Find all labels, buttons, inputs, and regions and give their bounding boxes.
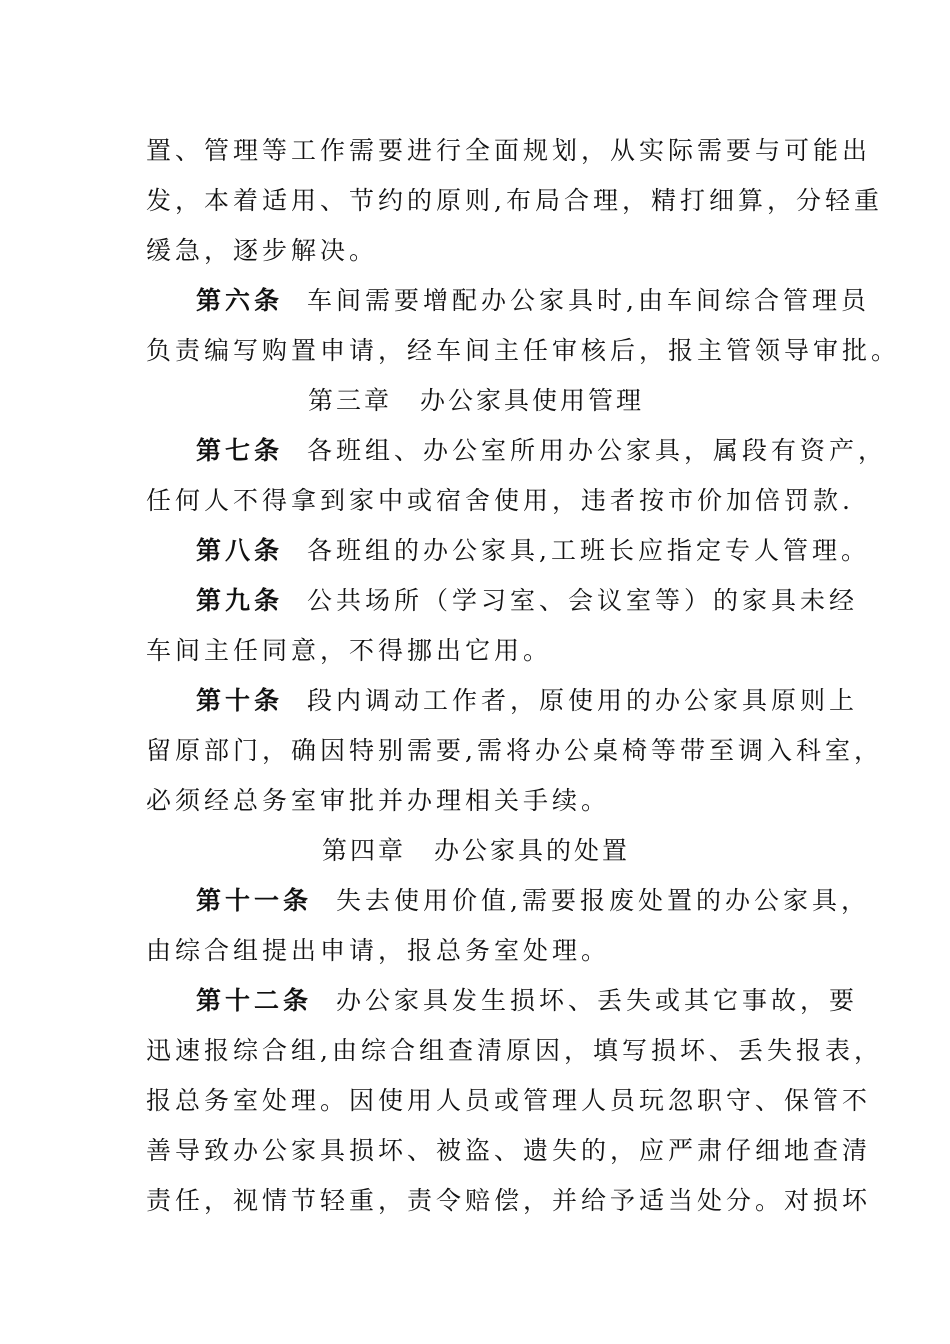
article-10 bbox=[146, 676, 883, 826]
text-line: 留原部门，确因特别需要,需将办公桌椅等带至调入科室， bbox=[146, 736, 883, 765]
article-first-line bbox=[146, 426, 888, 476]
article-label: 第十条 bbox=[196, 686, 284, 715]
chapter-heading: 第四章 办公家具的处置 bbox=[321, 836, 630, 865]
text-line: 负责编写购置申请，经车间主任审核后，报主管领导审批。 bbox=[146, 336, 901, 365]
text-line: 善导致办公家具损坏、被盗、遗失的，应严肃仔细地查清 bbox=[146, 1136, 872, 1165]
article-label: 第七条 bbox=[196, 436, 284, 465]
text-line: 迅速报综合组,由综合组查清原因，填写损坏、丢失报表， bbox=[146, 1036, 883, 1065]
text-line: 任何人不得拿到家中或宿舍使用，违者按市价加倍罚款. bbox=[146, 486, 854, 515]
article-7 bbox=[146, 426, 888, 526]
text-line: 缓急，逐步解决。 bbox=[146, 236, 379, 265]
article-text: 办公家具发生损坏、丢失或其它事故，要 bbox=[336, 986, 859, 1015]
article-12 bbox=[146, 976, 883, 1226]
article-text: 车间需要增配办公家具时,由车间综合管理员 bbox=[307, 286, 870, 315]
document-page bbox=[146, 126, 901, 1226]
article-first-line bbox=[146, 876, 870, 926]
article-8 bbox=[146, 526, 870, 576]
article-label: 第六条 bbox=[196, 286, 284, 315]
text-line: 责任，视情节轻重，责令赔偿，并给予适当处分。对损坏 bbox=[146, 1186, 872, 1215]
text-line: 必须经总务室审批并办理相关手续。 bbox=[146, 786, 611, 815]
article-6 bbox=[146, 276, 901, 376]
article-label: 第十一条 bbox=[196, 886, 313, 915]
article-text: 各班组的办公家具,工班长应指定专人管理。 bbox=[307, 536, 870, 565]
article-first-line bbox=[146, 976, 859, 1026]
text-line: 置、管理等工作需要进行全面规划，从实际需要与可能出 bbox=[146, 136, 872, 165]
text-line: 由综合组提出申请，报总务室处理。 bbox=[146, 936, 611, 965]
text-line: 发，本着适用、节约的原则,布局合理，精打细算，分轻重 bbox=[146, 186, 883, 215]
article-first-line bbox=[146, 526, 870, 576]
article-label: 第八条 bbox=[196, 536, 284, 565]
text-line: 车间主任同意，不得挪出它用。 bbox=[146, 636, 553, 665]
article-11 bbox=[146, 876, 870, 976]
article-text: 失去使用价值,需要报废处置的办公家具， bbox=[336, 886, 870, 915]
text-line: 报总务室处理。因使用人员或管理人员玩忽职守、保管不 bbox=[146, 1086, 872, 1115]
article-first-line bbox=[146, 676, 859, 726]
article-first-line bbox=[146, 276, 870, 326]
article-label: 第十二条 bbox=[196, 986, 313, 1015]
chapter-heading: 第三章 办公家具使用管理 bbox=[307, 386, 644, 415]
article-label: 第九条 bbox=[196, 586, 284, 615]
article-text: 公共场所（学习室、会议室等）的家具未经 bbox=[307, 586, 859, 615]
article-text: 段内调动工作者，原使用的办公家具原则上 bbox=[307, 686, 859, 715]
article-9 bbox=[146, 576, 859, 676]
article-first-line bbox=[146, 576, 859, 626]
article-text: 各班组、办公室所用办公家具，属段有资产， bbox=[307, 436, 888, 465]
